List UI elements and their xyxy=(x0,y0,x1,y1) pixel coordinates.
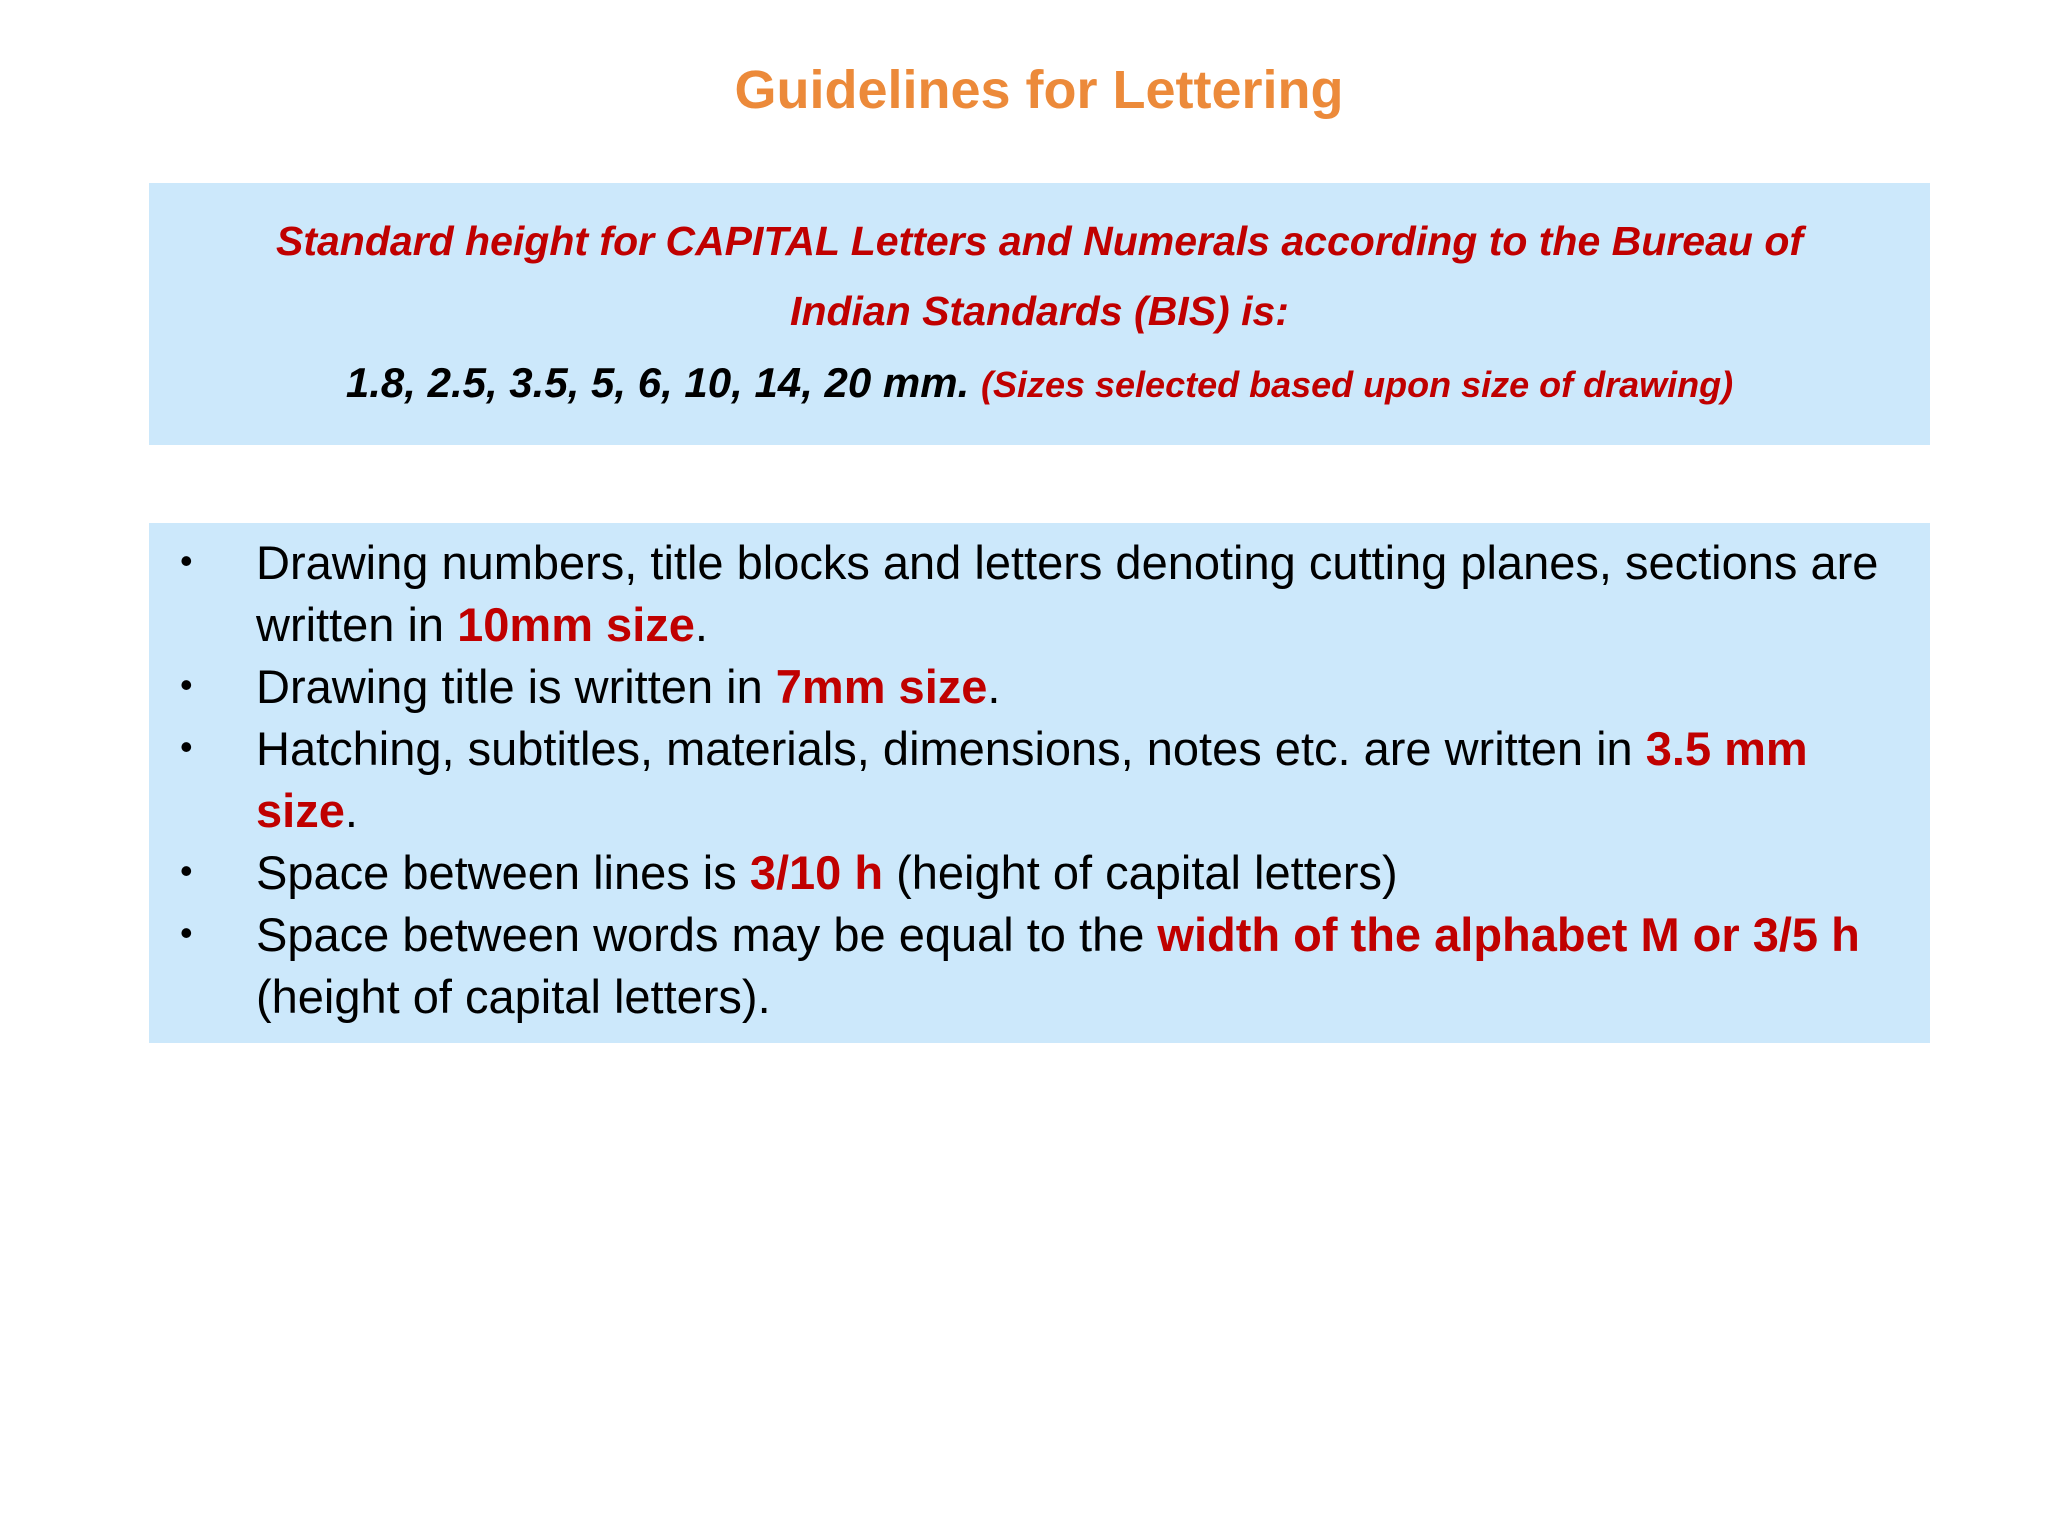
list-item xyxy=(149,656,1930,718)
standard-sizes-values: 1.8, 2.5, 3.5, 5, 6, 10, 14, 20 mm. xyxy=(345,359,970,406)
bullet-icon: • xyxy=(180,726,193,767)
bullet-icon: • xyxy=(180,540,193,581)
rule-highlight: 7mm size xyxy=(775,660,988,713)
bullet-icon: • xyxy=(180,912,193,953)
rule-text: Space between words may be equal to the xyxy=(256,908,1158,961)
rule-text-end: . xyxy=(694,598,708,651)
page-title: Guidelines for Lettering xyxy=(734,60,1344,120)
bullet-icon: • xyxy=(180,664,193,705)
standard-height-heading-line2: Indian Standards (BIS) is: xyxy=(790,288,1289,334)
standard-height-box xyxy=(149,183,1930,445)
rule-highlight: width of the alphabet M or 3/5 h xyxy=(1157,908,1860,961)
rule-text-end: (height of capital letters) xyxy=(883,846,1398,899)
list-item xyxy=(149,718,1930,842)
list-item xyxy=(149,532,1930,656)
rule-text: Drawing title is written in xyxy=(256,660,776,713)
lettering-rules-box xyxy=(149,523,1930,1043)
rule-highlight: 10mm size xyxy=(457,598,695,651)
rule-highlight: 3/10 h xyxy=(749,846,884,899)
standard-sizes-line xyxy=(149,355,1930,413)
list-item xyxy=(149,842,1930,904)
rule-text-end: . xyxy=(987,660,1001,713)
standard-sizes-note: (Sizes selected based upon size of drawing) xyxy=(980,364,1734,405)
rule-text: Space between lines is xyxy=(256,846,750,899)
rule-text: Drawing numbers, title blocks and letters denoting cutting planes, sections are written in xyxy=(256,536,1879,651)
rule-text-end: . xyxy=(344,784,358,837)
bullet-icon: • xyxy=(180,850,193,891)
rule-text-end: (height of capital letters). xyxy=(256,970,771,1023)
standard-height-heading-line1: Standard height for CAPITAL Letters and Numerals according to the Bureau of xyxy=(275,218,1804,264)
list-item xyxy=(149,904,1930,1028)
rule-text: Hatching, subtitles, materials, dimensions, notes etc. are written in xyxy=(256,722,1646,775)
rule-highlight: 3.5 mm size xyxy=(256,722,1808,837)
lettering-rules-list xyxy=(149,532,1930,1028)
